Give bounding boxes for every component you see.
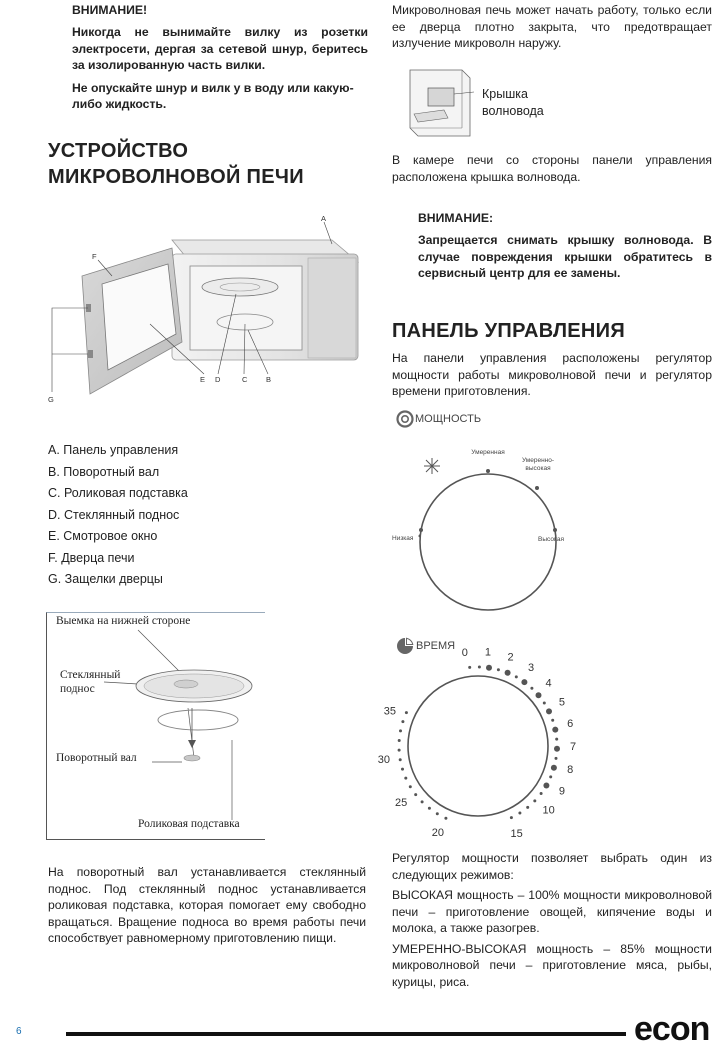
time-tick-dot (530, 687, 533, 690)
legend-item: B. Поворотный вал (48, 464, 160, 479)
label-g: G (48, 395, 54, 404)
power-dial (420, 474, 556, 610)
time-tick-dot (551, 719, 554, 722)
tray-figure-drawing (46, 612, 268, 840)
snowflake-icon (424, 458, 440, 474)
control-panel (308, 258, 356, 358)
mode-medhigh: УМЕРЕННО-ВЫСОКАЯ мощность – 85% мощности микроволновой печи – приготовление мяса, рыбы, курицы, риса. (392, 941, 712, 989)
power-heading (396, 410, 481, 428)
time-tick-dot (436, 812, 439, 815)
time-mark-label: 7 (569, 741, 577, 753)
time-tick-dot (521, 679, 527, 685)
mode-high: ВЫСОКАЯ мощность – 100% мощности микроволновой печи – приготовление овощей, кипячение воды и молока, а также разогрев. (392, 888, 712, 935)
time-tick-dot (554, 746, 560, 752)
door-safety-text: Микроволновая печь может начать работу, только если ее дверца плотно закрыта, что предотвращает излучение микроволн наружу. (392, 3, 712, 50)
time-tick-dot (552, 727, 558, 733)
time-tick-dot (497, 668, 500, 671)
power-label-medium: Умеренная (471, 449, 505, 456)
time-mark-label: 1 (484, 646, 491, 659)
label-c: C (242, 375, 248, 384)
legend-item: E. Смотровое окно (48, 529, 158, 543)
time-mark-label: 8 (567, 764, 574, 776)
time-mark-label: 10 (542, 804, 555, 817)
time-dial (408, 676, 548, 816)
time-tick-dot (510, 816, 513, 819)
waveguide-label: Крышка волновода (482, 87, 544, 118)
time-tick-dot (543, 702, 546, 705)
shaft-label: Поворотный вал (56, 752, 137, 764)
time-tick-dot (549, 775, 552, 778)
warning2-text: Запрещается снимать крышку волновода. В случае повреждения крышки обратитесь в сервисный центр для ее замены. (418, 233, 712, 280)
time-tick-dot (533, 799, 536, 802)
time-tick-dot (421, 800, 424, 803)
label-f: F (92, 252, 97, 261)
time-tick-dot (540, 792, 543, 795)
legend-item: A. Панель управления (48, 443, 179, 457)
time-tick-dot (543, 783, 549, 789)
time-tick-dot (546, 708, 552, 714)
power-label-medhigh-2: высокая (525, 465, 551, 472)
power-icon (396, 410, 414, 428)
glass-tray (202, 278, 278, 296)
latch-bottom (88, 350, 93, 358)
time-mark-label: 30 (377, 754, 391, 767)
time-tick-dot (515, 675, 518, 678)
time-heading-label: ВРЕМЯ (416, 640, 456, 652)
label-a: A (321, 214, 327, 223)
modes-intro: Регулятор мощности позволяет выбрать один из следующих режимов: (392, 851, 712, 882)
time-mark-label: 20 (431, 827, 445, 840)
waveguide-diagram (404, 64, 474, 144)
time-tick-dot (518, 812, 521, 815)
waveguide-cover (428, 88, 454, 106)
time-tick-dot (555, 757, 558, 760)
time-tick-dot (405, 711, 408, 714)
time-mark-label: 5 (558, 696, 565, 709)
tray-description: На поворотный вал устанавливается стеклянный поднос. Под стеклянный поднос устанавливается роликовая подставка, которая помогает ему свободно вращаться. Вращение подноса во время работы печи способствует равномерному приготовлению пищи. (48, 865, 366, 945)
panel-section-title: ПАНЕЛЬ УПРАВЛЕНИЯ (392, 320, 626, 342)
time-knob[interactable] (377, 640, 584, 840)
time-tick-dot (404, 777, 407, 780)
time-mark-label: 0 (461, 646, 468, 659)
legend-item: D. Стеклянный поднос (48, 507, 180, 522)
legend-item: G. Защелки дверцы (48, 572, 163, 586)
time-mark-label: 35 (383, 705, 397, 718)
page-number: 6 (16, 1026, 22, 1037)
warning-text-1: Никогда не вынимайте вилку из розетки электросети, дергая за сетевой шнур, беритесь за изолированную часть вилки. (72, 25, 368, 72)
label-d: D (215, 375, 221, 384)
warning-title: ВНИМАНИЕ! (72, 3, 148, 17)
time-tick-dot (478, 666, 481, 669)
time-tick-dot (398, 749, 401, 752)
econ-logo: econ (634, 1010, 710, 1048)
time-mark-label: 3 (528, 662, 535, 675)
time-tick-dot (444, 817, 447, 820)
power-label-low: Низкая (392, 535, 414, 542)
time-tick-dot (551, 765, 557, 771)
time-tick-dot (428, 807, 431, 810)
time-tick-dot (401, 768, 404, 771)
time-tick-dot (401, 720, 404, 723)
note-bottom-label: Выемка на нижней стороне (56, 615, 191, 627)
time-mark-label: 15 (510, 827, 523, 840)
time-mark-label: 4 (545, 677, 552, 690)
warning-text-2: Не опускайте шнур и вилк у в воду или какую-либо жидкость. (72, 80, 354, 111)
warning2-title: ВНИМАНИЕ: (418, 211, 494, 225)
label-b: B (266, 375, 272, 384)
warning-block-2 (418, 210, 712, 282)
time-tick-dot (409, 785, 412, 788)
parts-legend (48, 440, 188, 591)
microwave-diagram (40, 212, 370, 412)
time-tick-dot (399, 758, 402, 761)
power-heading-label: МОЩНОСТЬ (415, 413, 482, 425)
legend-item: C. Роликовая подставка (48, 486, 188, 500)
roller-ring-drawing (158, 710, 238, 730)
time-tick-dot (398, 739, 401, 742)
panel-intro: На панели управления расположены регулятор мощности работы микроволновой печи и регулятор времени приготовления. (392, 351, 712, 398)
power-label-high: Высокая (538, 536, 565, 543)
time-tick-dot (555, 738, 558, 741)
time-mark-label: 9 (558, 785, 565, 798)
shaft-drawing (184, 755, 200, 761)
time-tick-dot (536, 692, 542, 698)
time-tick-dot (505, 670, 511, 676)
time-tick-dot (468, 666, 471, 669)
legend-item: F. Дверца печи (48, 550, 135, 565)
time-tick-dot (526, 806, 529, 809)
power-label-medhigh-1: Умеренно- (521, 457, 555, 464)
time-tick-dot (486, 665, 492, 671)
power-knob[interactable] (388, 440, 588, 600)
roller-label: Роликовая подставка (138, 818, 240, 830)
device-section-title: УСТРОЙСТВО МИКРОВОЛНОВОЙ ПЕЧИ (48, 140, 304, 188)
waveguide-text: В камере печи со стороны панели управления расположена крышка волновода. (392, 153, 712, 184)
time-tick-dot (414, 793, 417, 796)
warning-block-1 (72, 2, 368, 113)
label-e: E (200, 375, 206, 384)
time-mark-label: 25 (394, 796, 408, 809)
time-mark-label: 6 (567, 718, 574, 730)
glass-tray-label: Стеклянный поднос (60, 669, 121, 695)
time-tick-dot (399, 729, 402, 732)
footer-rule (66, 1032, 626, 1036)
time-mark-label: 2 (507, 651, 514, 664)
power-modes (392, 850, 712, 990)
